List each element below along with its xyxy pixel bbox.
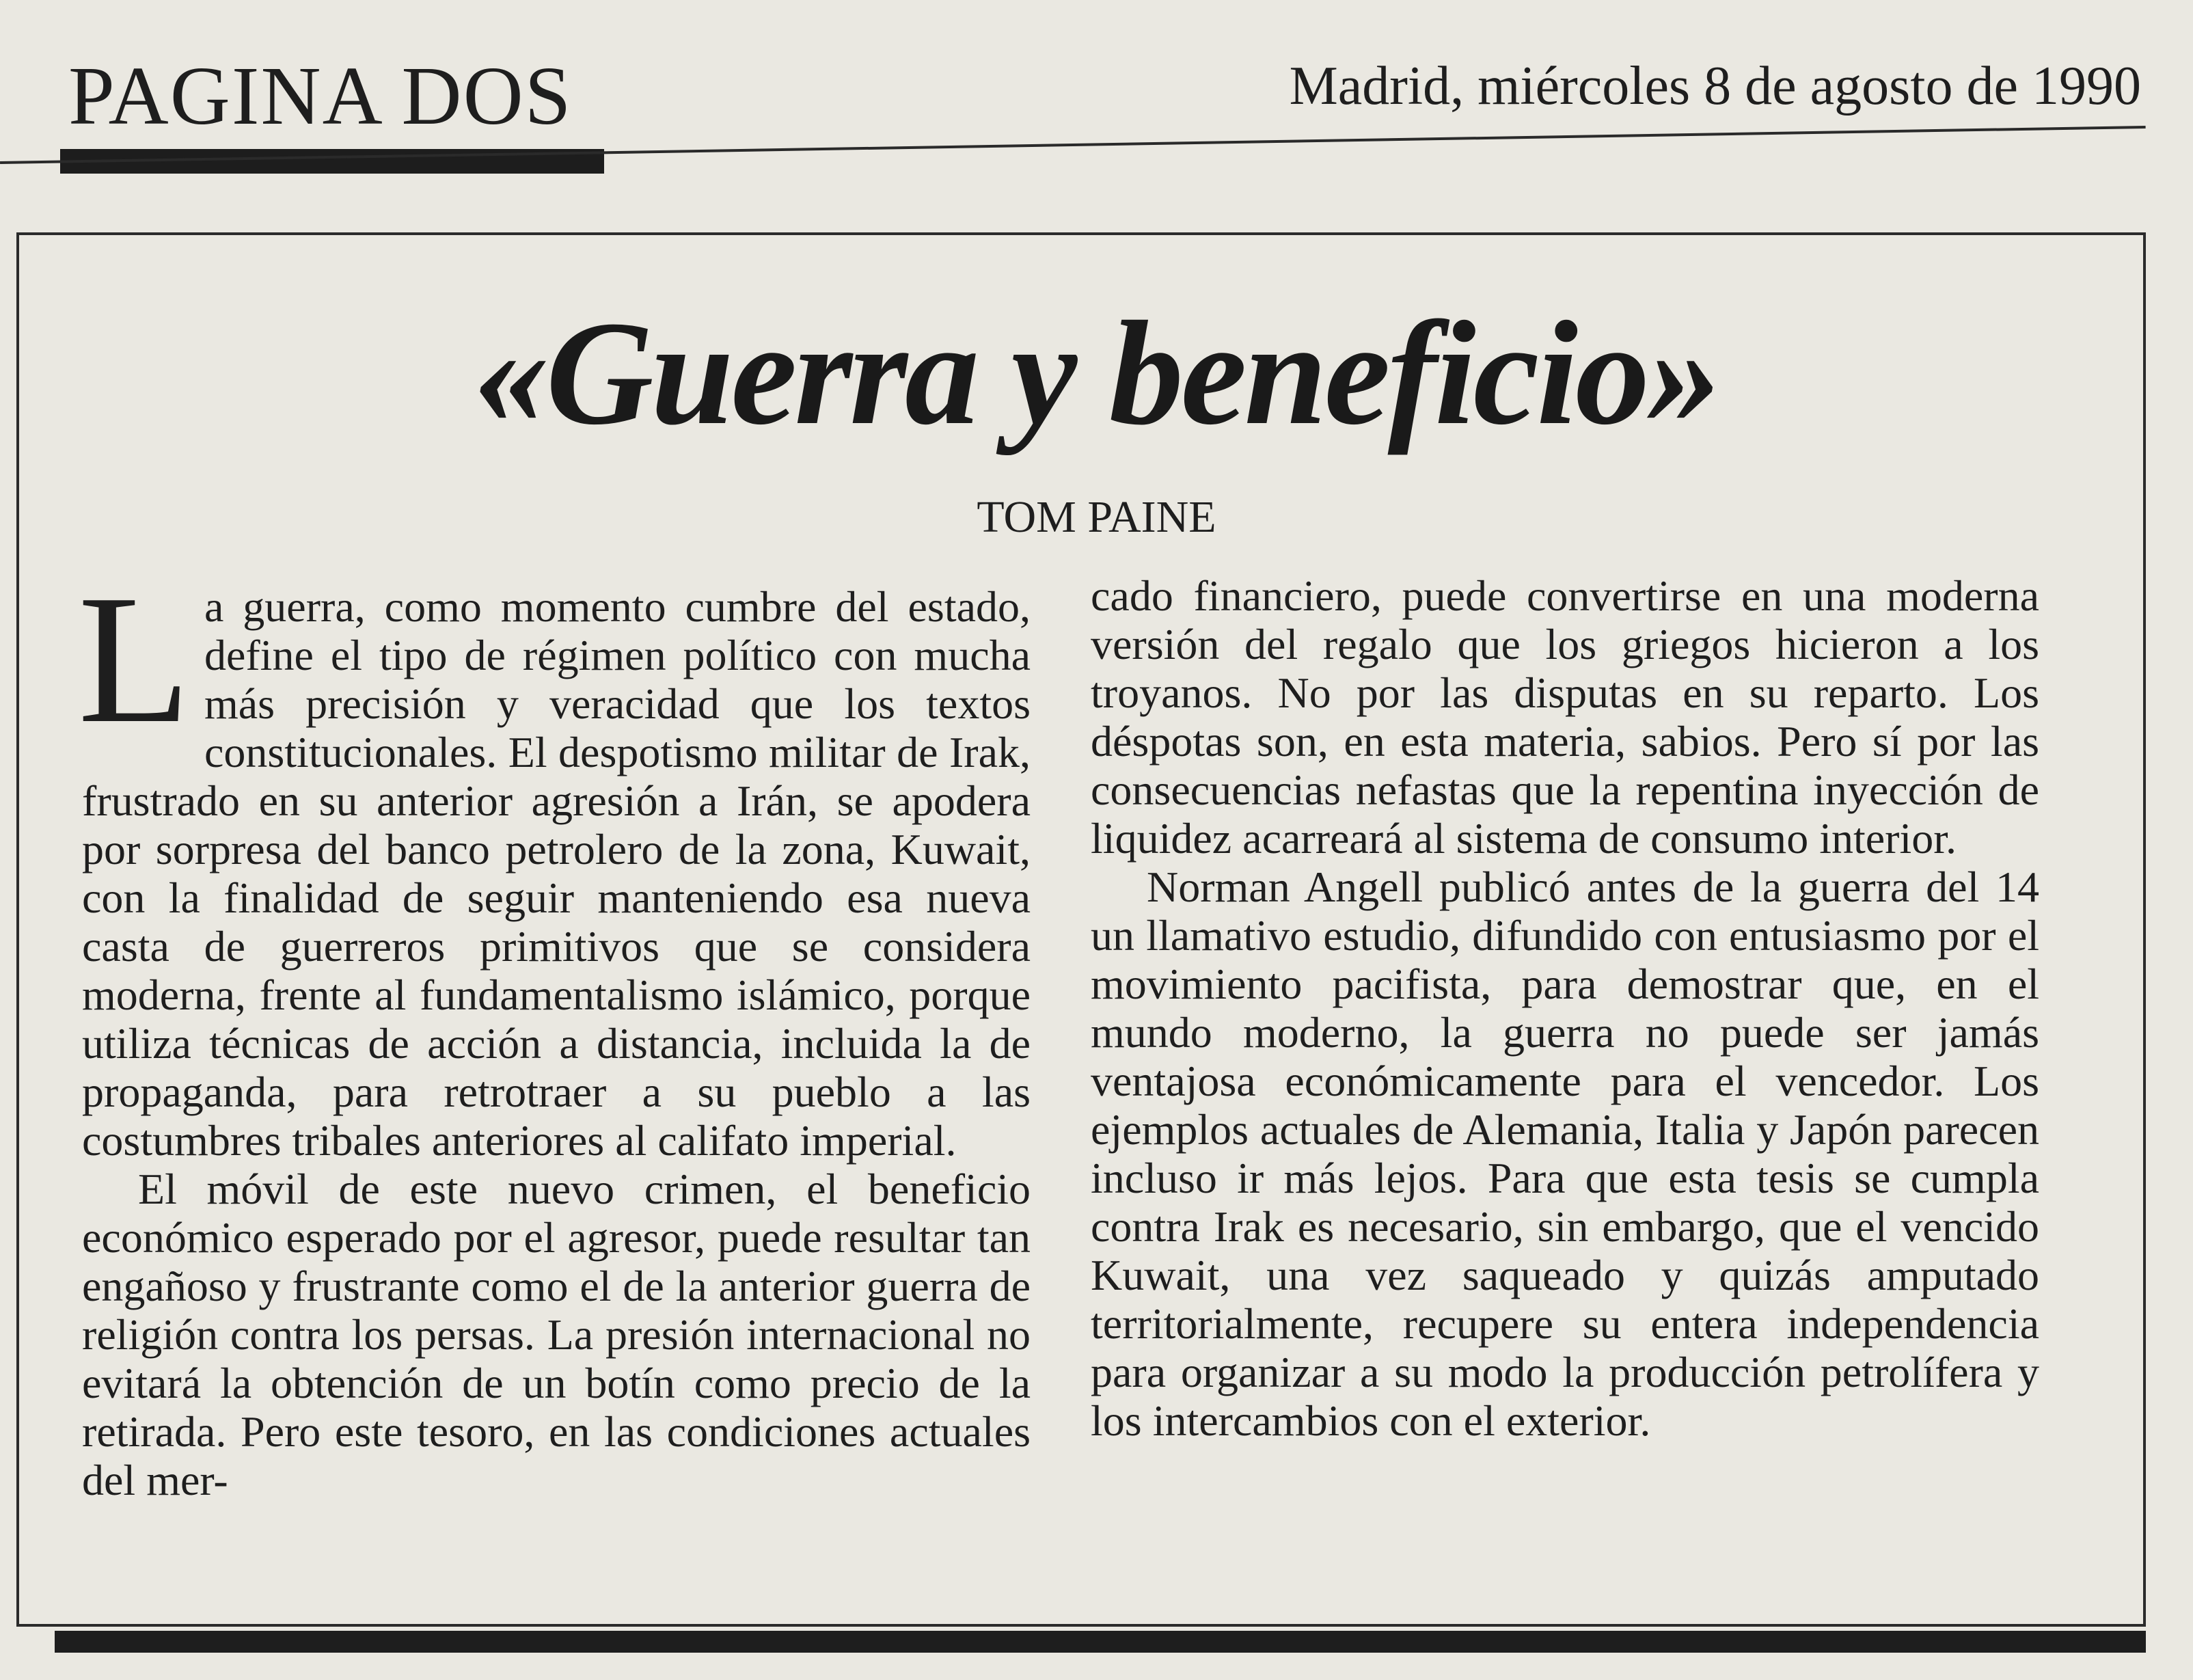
- footer-rule-bar: [55, 1631, 2146, 1653]
- article-column-right: [1091, 571, 2039, 1445]
- paragraph-1-text: a guerra, como momento cumbre del estado, define el tipo de régimen político con mucha más precisión y veracidad que los textos constitucionales. El despotismo militar de Irak, frustrado en su anterior agresión a Irán, se apodera por sorpresa del banco petrolero de la zona, Kuwait, con la finalidad de seguir manteniendo esa nueva casta de guerreros primitivos que se considera moderna, frente al fundamentalismo islámico, porque utiliza técnicas de acción a distancia, incluida la de propaganda, para retrotraer a su pueblo a las costumbres tribales anteriores al califato imperial.: [82, 582, 1031, 1165]
- article-byline: TOM PAINE: [977, 492, 1216, 542]
- article-column-left: [78, 557, 1031, 1504]
- dateline: Madrid, miércoles 8 de agosto de 1990: [1289, 56, 2141, 116]
- article-paragraph-2-continued: cado financiero, puede convertirse en una moderna versión del regalo que los griegos hicieron a los troyanos. No por las disputas en su reparto. Los déspotas son, en esta materia, sabios. Pero sí por las consecuencias nefastas que la repentina inyección de liquidez acarreará al sistema de consumo interior.: [1091, 571, 2039, 863]
- article-paragraph-2-start: El móvil de este nuevo crimen, el beneficio económico esperado por el agresor, puede resultar tan engañoso y frustrante como el de la anterior guerra de religión contra los persas. La presión internacional no evitará la obtención de un botín como precio de la retirada. Pero este tesoro, en las condiciones actuales del mer-: [82, 1165, 1031, 1504]
- article-headline: «Guerra y beneficio»: [474, 291, 1719, 456]
- article-paragraph-3: Norman Angell publicó antes de la guerra del 14 un llamativo estudio, difundido con entusiasmo por el movimiento pacifista, para demostrar que, en el mundo moderno, la guerra no puede ser jamás ventajosa económicamente para el vencedor. Los ejemplos actuales de Alemania, Italia y Japón parecen incluso ir más lejos. Para que esta tesis se cumpla contra Irak es necesario, sin embargo, que el vencido Kuwait, una vez saqueado y quizás amputado territorialmente, recupere su entera independencia para organizar a su modo la producción petrolífera y los intercambios con el exterior.: [1091, 863, 2039, 1445]
- article-paragraph-1: [78, 557, 1031, 1165]
- drop-cap: L: [78, 557, 191, 761]
- section-title: PAGINA DOS: [68, 50, 573, 142]
